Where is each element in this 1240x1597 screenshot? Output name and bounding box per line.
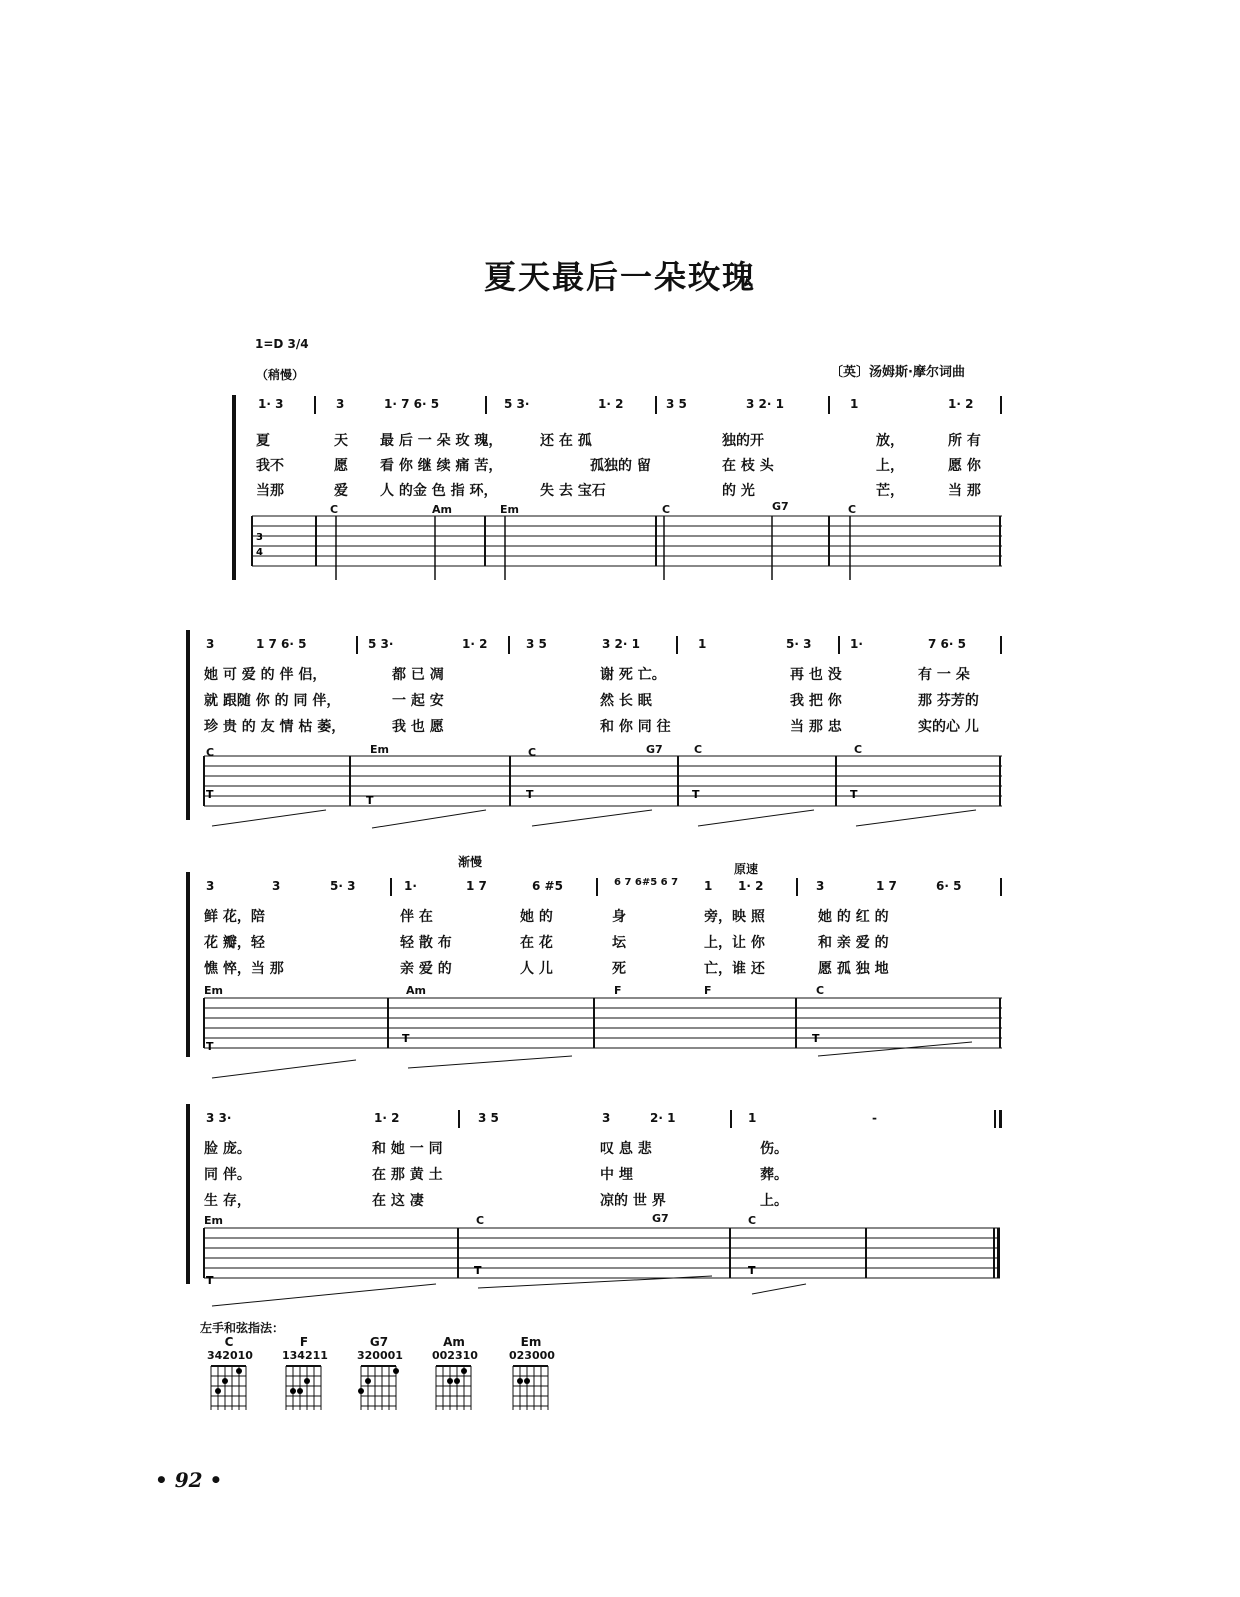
chord-symbol: G7 (652, 1212, 669, 1225)
note-group: 1· 2 (598, 397, 624, 411)
lyric-verse-2: 我 把 你 (790, 693, 842, 709)
note-group: 6 7 6#5 6 7 (614, 877, 679, 888)
chord-symbol: G7 (646, 743, 663, 756)
svg-text:T: T (206, 1040, 214, 1053)
lyric-verse-2: 同 伴。 (204, 1167, 251, 1183)
lyric-verse-1: 脸 庞。 (204, 1141, 251, 1157)
note-group: 3 5 (526, 637, 547, 651)
note-group: 3 (336, 397, 345, 411)
lyric-verse-1: 她 的 (520, 909, 553, 925)
note-group: - (872, 1111, 877, 1125)
chord-symbol: C (854, 743, 863, 756)
lyric-verse-2: 就 跟随 你 的 同 伴， (204, 693, 341, 709)
chord-symbol: Am (432, 503, 452, 516)
tempo-mark: 渐慢 (458, 855, 483, 869)
chord-symbol: C (816, 984, 825, 997)
page-title: 夏天最后一朵玫瑰 (483, 258, 756, 296)
chord-symbol: G7 (772, 500, 789, 513)
note-group: 5 3· (504, 397, 530, 411)
note-group: 7 6· 5 (928, 637, 966, 651)
lyric-verse-3: 愿 孤 独 地 (818, 961, 889, 977)
lyric-verse-2: 然 长 眠 (600, 693, 652, 709)
chord-diagram-code: 320001 (357, 1349, 403, 1362)
lyric-verse-3: 和 你 同 往 (600, 719, 671, 735)
svg-text:T: T (474, 1264, 482, 1277)
chord-symbol: C (476, 1214, 485, 1227)
lyric-verse-1: 旁，映 照 (704, 909, 765, 925)
chord-symbol: C (330, 503, 339, 516)
lyric-verse-2: 愿 (334, 458, 348, 474)
lyric-verse-3: 爱 (334, 483, 348, 499)
note-group: 3 (272, 879, 281, 893)
note-group: 3 2· 1 (746, 397, 784, 411)
svg-text:T: T (206, 788, 214, 801)
chord-symbol: Em (370, 743, 389, 756)
tempo-marking: （稍慢） (256, 368, 305, 382)
lyric-verse-2: 花 瓣，轻 (204, 935, 265, 951)
fretboard-icon (509, 1362, 553, 1412)
lyric-verse-1: 还 在 孤 (540, 433, 592, 449)
lyric-verse-3: 当 那 (948, 483, 981, 499)
lyric-verse-1: 伤。 (760, 1141, 788, 1157)
lyric-verse-2: 上， (876, 458, 904, 474)
note-group: 3 3· (206, 1111, 232, 1125)
fretboard-icon (432, 1362, 476, 1412)
chord-symbol: Em (500, 503, 519, 516)
chord-symbol: Em (204, 1214, 223, 1227)
note-group: 3 (206, 637, 215, 651)
chord-symbol: C (694, 743, 703, 756)
lyric-verse-1: 放， (876, 433, 904, 449)
chord-symbol: C (528, 746, 537, 759)
fingering-label: 左手和弦指法： (200, 1321, 285, 1335)
svg-text:T: T (366, 794, 374, 807)
lyric-verse-3: 的 光 (722, 483, 755, 499)
lyric-verse-2: 我不 (256, 458, 284, 474)
lyric-verse-3: 亲 爱 的 (400, 961, 452, 977)
lyric-verse-1: 都 已 凋 (392, 667, 444, 683)
tab-staff (186, 872, 1006, 1082)
chord-symbol: F (614, 984, 622, 997)
chord-symbol: Am (406, 984, 426, 997)
note-group: 1· 3 (258, 397, 284, 411)
chord-diagram-code: 002310 (432, 1349, 478, 1362)
note-group: 1· (850, 637, 863, 651)
note-group: 1· 2 (462, 637, 488, 651)
lyric-verse-1: 伴 在 (400, 909, 433, 925)
fretboard-icon (282, 1362, 326, 1412)
lyric-verse-1: 再 也 没 (790, 667, 842, 683)
lyric-verse-2: 上，让 你 (704, 935, 765, 951)
note-group: 1· 2 (374, 1111, 400, 1125)
fretboard-icon (207, 1362, 251, 1412)
note-group: 1 (850, 397, 859, 411)
lyric-verse-1: 叹 息 悲 (600, 1141, 652, 1157)
note-group: 1 7 (876, 879, 897, 893)
tab-staff (232, 395, 1004, 585)
lyric-verse-2: 坛 (612, 935, 626, 951)
note-group: 5 3· (368, 637, 394, 651)
svg-text:T: T (526, 788, 534, 801)
note-group: 1· (404, 879, 417, 893)
note-group: 5· 3 (330, 879, 356, 893)
lyric-verse-3: 在 这 凄 (372, 1193, 424, 1209)
note-group: 5· 3 (786, 637, 812, 651)
note-group: 1 (748, 1111, 757, 1125)
lyric-verse-1: 和 她 一 同 (372, 1141, 443, 1157)
lyric-verse-1: 她 的 红 的 (818, 909, 889, 925)
note-group: 1· 2 (948, 397, 974, 411)
note-group: 3 2· 1 (602, 637, 640, 651)
lyric-verse-1: 鲜 花，陪 (204, 909, 265, 925)
note-group: 3 (816, 879, 825, 893)
key-signature: 1=D 3/4 (255, 337, 309, 351)
svg-text:T: T (692, 788, 700, 801)
chord-diagram-em (509, 1335, 569, 1416)
svg-text:T: T (206, 1274, 214, 1287)
lyric-verse-1: 独的开 (722, 433, 764, 449)
chord-diagram-name: G7 (369, 1335, 389, 1349)
lyric-verse-3: 芒， (876, 483, 904, 499)
lyric-verse-2: 那 芬芳的 (918, 693, 979, 709)
chord-symbol: C (748, 1214, 757, 1227)
lyric-verse-1: 所 有 (948, 433, 981, 449)
chord-diagram-am (432, 1335, 492, 1416)
lyric-verse-3: 死 (612, 961, 626, 977)
lyric-verse-3: 当 那 忠 (790, 719, 842, 735)
chord-symbol: C (662, 503, 671, 516)
note-group: 1 7 (466, 879, 487, 893)
chord-diagram-f (282, 1335, 342, 1416)
svg-text:3: 3 (256, 532, 263, 543)
note-group: 1 7 6· 5 (256, 637, 307, 651)
chord-diagram-name: F (299, 1335, 309, 1349)
lyric-verse-3: 上。 (760, 1193, 788, 1209)
note-group: 6 #5 (532, 879, 563, 893)
lyric-verse-2: 在 枝 头 (722, 458, 774, 474)
lyric-verse-1: 身 (612, 909, 626, 925)
lyric-verse-3: 我 也 愿 (392, 719, 444, 735)
tempo-mark: 原速 (734, 862, 759, 876)
note-group: 1· 7 6· 5 (384, 397, 440, 411)
chord-diagram-c (207, 1335, 267, 1416)
lyric-verse-1: 天 (334, 433, 348, 449)
lyric-verse-2: 在 那 黄 土 (372, 1167, 443, 1183)
lyric-verse-3: 人 儿 (520, 961, 553, 977)
lyric-verse-1: 谢 死 亡。 (600, 667, 666, 683)
lyric-verse-3: 憔 悴，当 那 (204, 961, 284, 977)
composer-credit: 〔英〕汤姆斯·摩尔词曲 (830, 365, 965, 380)
note-group: 2· 1 (650, 1111, 676, 1125)
lyric-verse-3: 珍 贵 的 友 情 枯 萎， (204, 719, 346, 735)
lyric-verse-2: 一 起 安 (392, 693, 444, 709)
lyric-verse-3: 失 去 宝石 (540, 483, 606, 499)
chord-symbol: C (206, 746, 215, 759)
lyric-verse-1: 夏 (256, 433, 270, 449)
chord-symbol: C (848, 503, 857, 516)
chord-diagram-code: 023000 (509, 1349, 555, 1362)
lyric-verse-2: 愿 你 (948, 458, 981, 474)
lyric-verse-1: 最 后 一 朵 玫 瑰， (380, 433, 503, 449)
note-group: 3 5 (478, 1111, 499, 1125)
tab-staff (186, 630, 1006, 830)
page-number: • 92 • (155, 1468, 223, 1492)
svg-text:T: T (850, 788, 858, 801)
chord-symbol: F (704, 984, 712, 997)
lyric-verse-2: 葬。 (760, 1167, 788, 1183)
lyric-verse-1: 她 可 爱 的 伴 侣， (204, 667, 327, 683)
lyric-verse-1: 有 一 朵 (918, 667, 970, 683)
lyric-verse-2: 轻 散 布 (400, 935, 452, 951)
lyric-verse-3: 人 的金 色 指 环， (380, 483, 498, 499)
lyric-verse-3: 实的心 儿 (918, 719, 979, 735)
lyric-verse-2: 中 埋 (600, 1167, 633, 1183)
lyric-verse-3: 亡，谁 还 (704, 961, 765, 977)
svg-text:4: 4 (256, 547, 263, 558)
svg-text:T: T (748, 1264, 756, 1277)
fretboard-icon (357, 1362, 401, 1412)
svg-text:T: T (812, 1032, 820, 1045)
note-group: 1· 2 (738, 879, 764, 893)
chord-diagram-code: 134211 (282, 1349, 328, 1362)
note-group: 1 (704, 879, 713, 893)
chord-diagram-g7 (357, 1335, 417, 1416)
chord-diagram-name: Am (443, 1335, 465, 1349)
note-group: 3 5 (666, 397, 687, 411)
svg-text:T: T (402, 1032, 410, 1045)
lyric-verse-2: 和 亲 爱 的 (818, 935, 889, 951)
note-group: 6· 5 (936, 879, 962, 893)
lyric-verse-2: 看 你 继 续 痛 苦， (380, 458, 503, 474)
chord-diagram-code: 342010 (207, 1349, 253, 1362)
note-group: 3 (206, 879, 215, 893)
note-group: 3 (602, 1111, 611, 1125)
lyric-verse-3: 生 存， (204, 1193, 251, 1209)
tab-staff (186, 1104, 1006, 1314)
chord-diagram-name: Em (520, 1335, 542, 1349)
lyric-verse-3: 当那 (256, 483, 284, 499)
note-group: 1 (698, 637, 707, 651)
chord-diagram-name: C (224, 1335, 234, 1349)
lyric-verse-2: 在 花 (520, 935, 553, 951)
lyric-verse-2: 孤独的 留 (590, 458, 651, 474)
lyric-verse-3: 凉的 世 界 (600, 1193, 666, 1209)
chord-symbol: Em (204, 984, 223, 997)
